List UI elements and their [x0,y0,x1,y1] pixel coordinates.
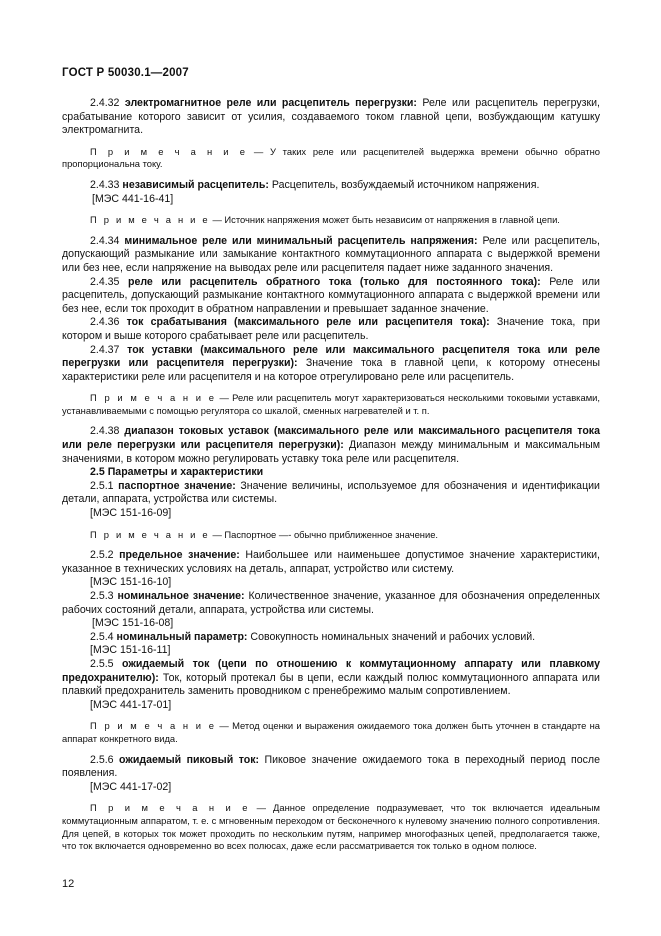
note-2-5-6: П р и м е ч а н и е — Данное определение подразумевает, что ток включается идеальным коммутационным аппаратом, т. е. с мгновенным переходом от бесконечного к нулевому значению полного сопротивления. Для цепей, в которых ток может проходить по нескольким путям, например многофазных цепей, предполагается также, что ток включается одновременно во всех полюсах, даже если рассматривается ток только в одном полюсе. [62,802,600,852]
clause-2-5-1: 2.5.1 паспортное значение: Значение величины, используемое для обозначения и идентификации детали, аппарата, устройства или системы. [62,479,600,506]
reference-2-5-3: [МЭС 151-16-08] [92,617,174,630]
page-number: 12 [62,878,75,890]
clause-2-5-6: 2.5.6 ожидаемый пиковый ток: Пиковое значение ожидаемого тока в переходный период после появления. [62,753,600,780]
clause-2-4-38: 2.4.38 диапазон токовых уставок (максимального реле или максимального расцепителя тока или реле перегрузки или расцепителя перегрузки): Диапазон между минимальным и максимальным значениями, в котором можно регулировать уставку тока реле или расцепителя. [62,425,600,465]
note-2-4-33: П р и м е ч а н и е — Источник напряжения может быть независим от напряжения в главной цепи. [90,214,560,226]
clause-2-4-34: 2.4.34 минимальное реле или минимальный расцепитель напряжения: Реле или расцепитель, допускающий размыкание или замыкание контактного коммутационного аппарата с выдержкой времени или без нее, если напряжение на выводах реле или расцепителя падает ниже заданного значения. [62,234,601,274]
clause-2-4-33: 2.4.33 независимый расцепитель: Расцепитель, возбуждаемый источником напряжения. [90,178,540,191]
section-2-5-heading: 2.5 Параметры и характеристики [90,466,264,479]
reference-2-5-2: [МЭС 151-16-10] [90,576,172,589]
document-body [62,97,600,861]
clause-2-5-2: 2.5.2 предельное значение: Наибольшее или наименьшее допустимое значение характеристики, указанное в технических условиях на деталь, аппарат, устройство или систему. [62,549,600,575]
clause-2-4-37: 2.4.37 ток уставки (максимального реле или максимального расцепителя тока или реле перегрузки или расцепителя перегрузки): Значение тока в главной цепи, к которому отнесены характеристики реле или расцепителя и на которое отрегулировано реле или расцепитель. [62,343,601,383]
note-2-4-37: П р и м е ч а н и е — Реле или расцепитель могут характеризоваться несколькими токовыми уставками, устанавливаемыми с помощью регулятора со шкалой, сменных нагревателей и т. п. [62,392,600,416]
note-2-5-5: П р и м е ч а н и е — Метод оценки и выражения ожидаемого тока должен быть уточнен в стандарте на аппарат конкретного вида. [62,720,600,744]
note-2-4-32: П р и м е ч а н и е — У таких реле или расцепителей выдержка времени обычно обратно пропорциональна току. [62,145,600,170]
clause-2-4-36: 2.4.36 ток срабатывания (максимального реле или расцепителя тока): Значение тока, при котором и выше которого срабатывает реле или расцепитель. [62,316,600,342]
clause-2-5-4: 2.5.4 номинальный параметр: Совокупность номинальных значений и рабочих условий. [90,630,536,643]
clause-2-4-32: 2.4.32 электромагнитное реле или расцепитель перегрузки: Реле или расцепитель перегрузки, срабатывание которого зависит от усилия, создаваемого током главной цепи, возбуждающим катушку электромагнита. [62,97,601,137]
reference-2-5-6: [МЭС 441-17-02] [90,780,172,793]
reference-2-5-4: [МЭС 151-16-11] [90,644,171,657]
document-header: ГОСТ Р 50030.1—2007 [62,67,189,79]
reference-2-5-5: [МЭС 441-17-01] [90,698,172,711]
clause-2-5-5: 2.5.5 ожидаемый ток (цепи по отношению к коммутационному аппарату или плавкому предохранителю): Ток, который протекал бы в цепи, если каждый полюс коммутационного аппарата или плавкий предохранитель заменить проводником с пренебрежимо малым сопротивлением. [62,657,600,698]
reference-2-5-1: [МЭС 151-16-09] [90,507,172,520]
note-2-5-1: П р и м е ч а н и е — Паспортное —- обычно приближенное значение. [90,528,439,540]
reference-2-4-33: [МЭС 441-16-41] [92,192,174,205]
clause-2-5-3: 2.5.3 номинальное значение: Количественное значение, указанное для обозначения определенных рабочих состояний детали, аппарата, устройства или системы. [62,590,600,616]
clause-2-4-35: 2.4.35 реле или расцепитель обратного тока (только для постоянного тока): Реле или расцепитель, допускающий размыкание контактного коммутационного аппарата с выдержкой времени или без нее, если ток проходит в обратном направлении и превышает заданное значение. [62,275,600,315]
